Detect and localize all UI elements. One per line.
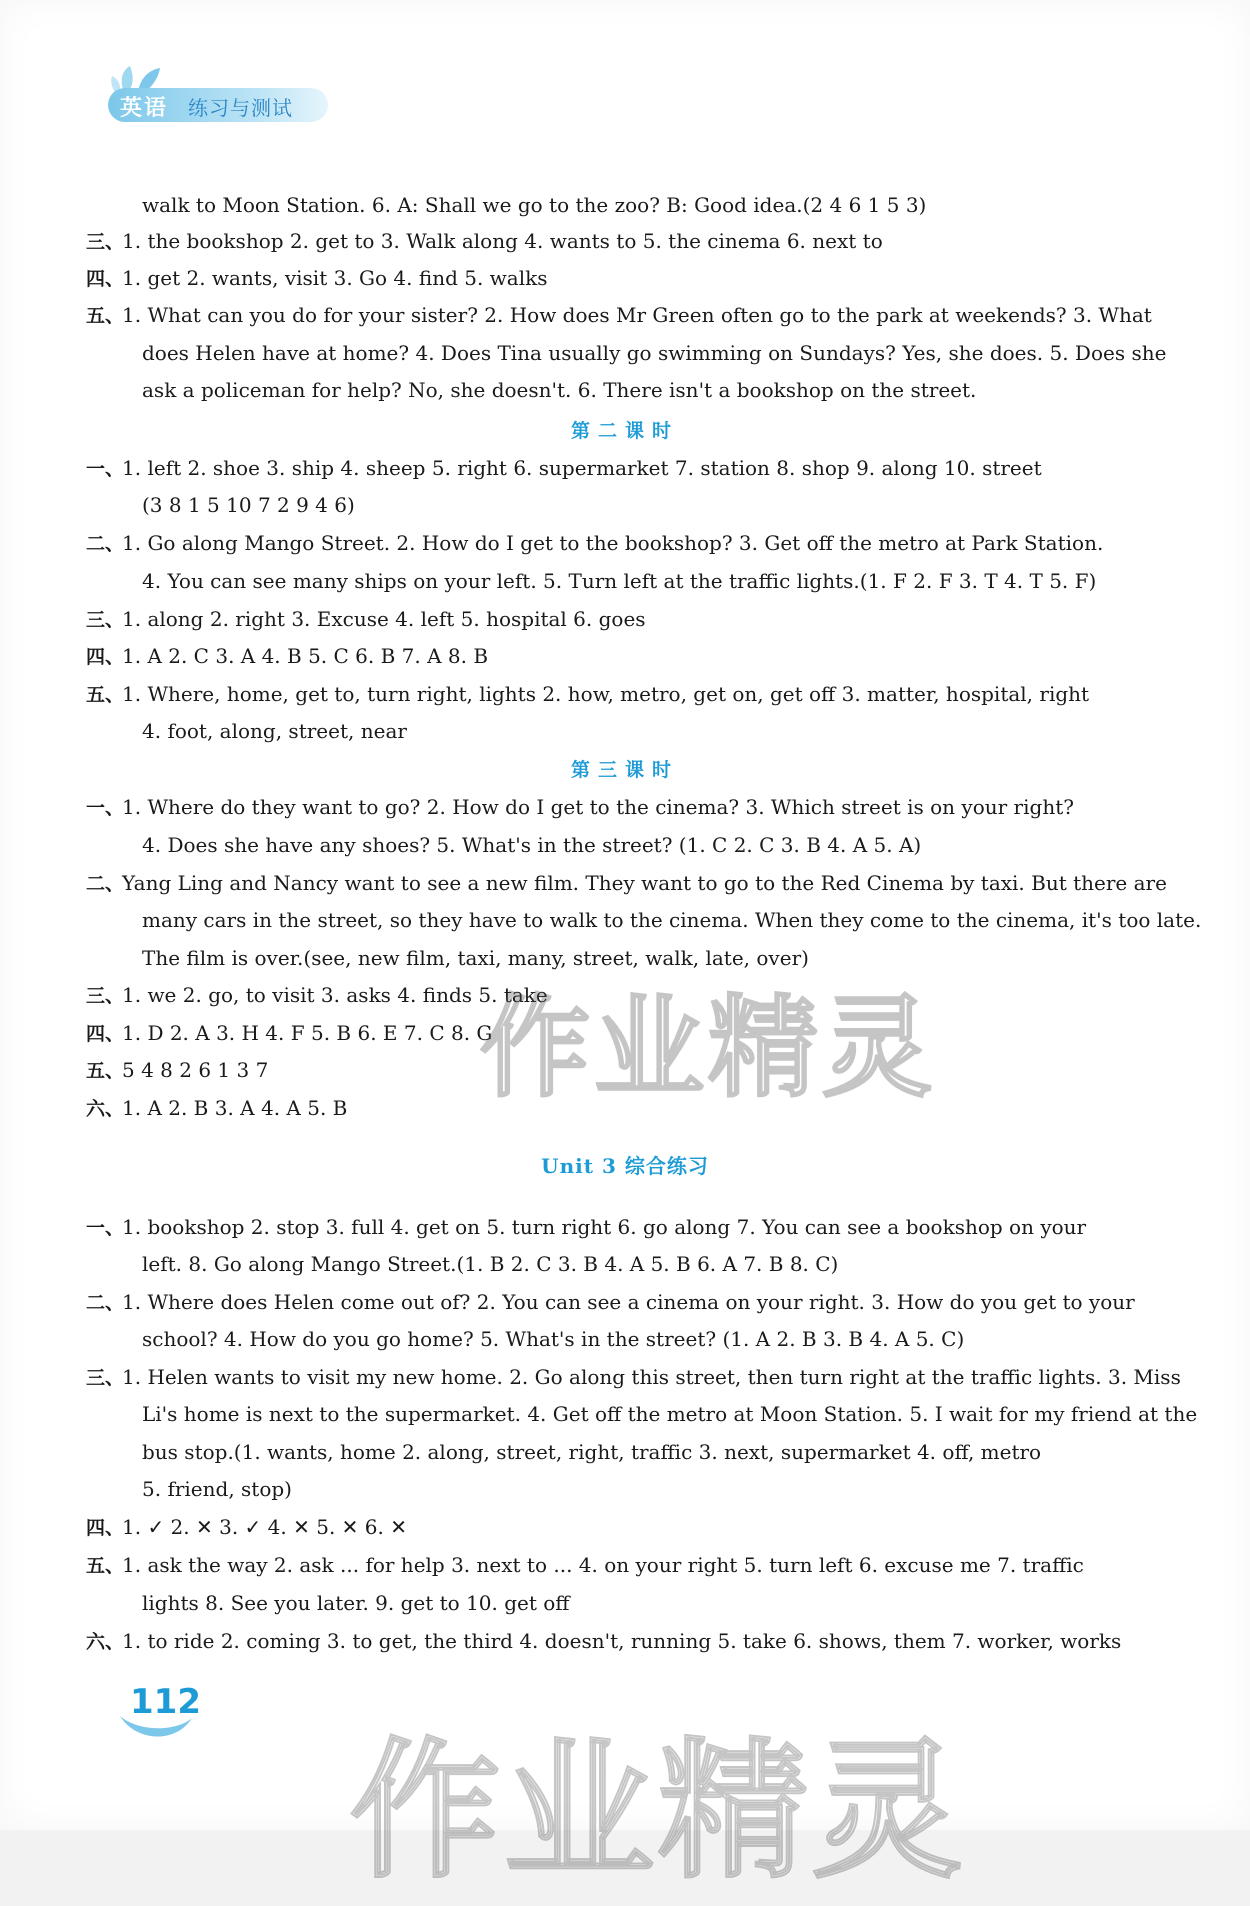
answer-line: 二、1. Where does Helen come out of? 2. You can see a cinema on your right. 3. How do you get to your — [122, 1287, 1145, 1318]
watermark: 作业精灵 — [480, 984, 936, 1112]
answer-line: school? 4. How do you go home? 5. What's in the street? (1. A 2. B 3. B 4. A 5. C) — [142, 1327, 965, 1351]
question-numeral: 六、 — [86, 1098, 125, 1120]
question-numeral: 二、 — [86, 533, 125, 555]
question-numeral: 三、 — [86, 231, 125, 253]
header-badge — [108, 62, 338, 130]
answer-line: ask a policeman for help? No, she doesn't. 6. There isn't a bookshop on the street. — [142, 378, 977, 402]
answer-line: 二、1. Go along Mango Street. 2. How do I get to the bookshop? 3. Get off the metro at Park Station. — [122, 528, 1145, 559]
watermark: 作业精灵 — [350, 1725, 967, 1899]
answer-line: 三、1. we 2. go, to visit 3. asks 4. finds 5. take — [122, 980, 1145, 1011]
answer-line: 五、1. What can you do for your sister? 2. How does Mr Green often go to the park at weekends? 3. What — [122, 300, 1145, 331]
question-numeral: 五、 — [86, 305, 125, 327]
question-numeral: 五、 — [86, 684, 125, 706]
answer-line: lights 8. See you later. 9. get to 10. get off — [142, 1591, 570, 1615]
answer-line: 六、1. to ride 2. coming 3. to get, the third 4. doesn't, running 5. take 6. shows, them 7. worker, works — [122, 1626, 1145, 1657]
answer-line: walk to Moon Station. 6. A: Shall we go to the zoo? B: Good idea.(2 4 6 1 5 3) — [142, 193, 927, 217]
answer-line: 二、Yang Ling and Nancy want to see a new film. They want to go to the Red Cinema by taxi. But there are — [122, 868, 1145, 899]
leaf-decoration-icon — [116, 1712, 196, 1748]
question-numeral: 三、 — [86, 985, 125, 1007]
section-title-lesson-3: 第三课时 — [570, 759, 679, 781]
answer-line: The film is over.(see, new film, taxi, many, street, walk, late, over) — [142, 946, 809, 970]
answer-line: 四、1. ✓ 2. ✕ 3. ✓ 4. ✕ 5. ✕ 6. ✕ — [122, 1512, 1145, 1543]
answer-line: 三、1. along 2. right 3. Excuse 4. left 5. hospital 6. goes — [122, 604, 1145, 635]
question-numeral: 一、 — [86, 797, 125, 819]
answer-line: 三、1. Helen wants to visit my new home. 2. Go along this street, then turn right at the traffic lights. 3. Miss — [122, 1362, 1145, 1393]
answer-line: 5. friend, stop) — [142, 1477, 292, 1501]
question-numeral: 四、 — [86, 646, 125, 668]
unit-title: Unit 3 综合练习 — [541, 1154, 709, 1178]
answer-line: (3 8 1 5 10 7 2 9 4 6) — [142, 493, 355, 517]
question-numeral: 一、 — [86, 458, 125, 480]
answer-line: left. 8. Go along Mango Street.(1. B 2. C 3. B 4. A 5. B 6. A 7. B 8. C) — [142, 1252, 839, 1276]
answer-line: 四、1. get 2. wants, visit 3. Go 4. find 5. walks — [122, 263, 1145, 294]
question-numeral: 四、 — [86, 1023, 125, 1045]
question-numeral: 四、 — [86, 1517, 125, 1539]
question-numeral: 六、 — [86, 1631, 125, 1653]
answer-line: 四、1. D 2. A 3. H 4. F 5. B 6. E 7. C 8. G — [122, 1018, 1145, 1049]
answer-line: 4. You can see many ships on your left. 5. Turn left at the traffic lights.(1. F 2. F 3. T 4. T 5. F) — [142, 569, 1097, 593]
answer-line: 三、1. the bookshop 2. get to 3. Walk along 4. wants to 5. the cinema 6. next to — [122, 226, 1145, 257]
answer-line: Li's home is next to the supermarket. 4. Get off the metro at Moon Station. 5. I wait for my friend at the — [142, 1402, 1198, 1426]
answer-line: 4. Does she have any shoes? 5. What's in the street? (1. C 2. C 3. B 4. A 5. A) — [142, 833, 922, 857]
answer-line: 四、1. A 2. C 3. A 4. B 5. C 6. B 7. A 8. B — [122, 641, 1145, 672]
answer-line: does Helen have at home? 4. Does Tina usually go swimming on Sundays? Yes, she does. 5. Does she — [142, 341, 1167, 365]
series-label: 练习与测试 — [188, 96, 293, 120]
answer-line: 五、1. Where, home, get to, turn right, lights 2. how, metro, get on, get off 3. matter, hospital, right — [122, 679, 1145, 710]
answer-line: 4. foot, along, street, near — [142, 719, 407, 743]
answer-line: 五、5 4 8 2 6 1 3 7 — [122, 1055, 1145, 1086]
question-numeral: 五、 — [86, 1060, 125, 1082]
subject-label: 英语 — [120, 96, 169, 121]
question-numeral: 三、 — [86, 1367, 125, 1389]
answer-line: 五、1. ask the way 2. ask ... for help 3. next to ... 4. on your right 5. turn left 6. excuse me 7. traffic — [122, 1550, 1145, 1581]
section-title-lesson-2: 第二课时 — [570, 420, 679, 442]
question-numeral: 二、 — [86, 873, 125, 895]
answer-line: many cars in the street, so they have to walk to the cinema. When they come to the cinema, it's too late. — [142, 908, 1202, 932]
question-numeral: 五、 — [86, 1555, 125, 1577]
question-numeral: 四、 — [86, 268, 125, 290]
question-numeral: 二、 — [86, 1292, 125, 1314]
answer-line: 六、1. A 2. B 3. A 4. A 5. B — [122, 1093, 1145, 1124]
answer-line: bus stop.(1. wants, home 2. along, street, right, traffic 3. next, supermarket 4. off, metro — [142, 1440, 1042, 1464]
answer-line: 一、1. left 2. shoe 3. ship 4. sheep 5. right 6. supermarket 7. station 8. shop 9. along 10. street — [122, 453, 1145, 484]
question-numeral: 一、 — [86, 1217, 125, 1239]
answer-line: 一、1. Where do they want to go? 2. How do I get to the cinema? 3. Which street is on your right? — [122, 792, 1145, 823]
answer-line: 一、1. bookshop 2. stop 3. full 4. get on 5. turn right 6. go along 7. You can see a bookshop on your — [122, 1212, 1145, 1243]
question-numeral: 三、 — [86, 609, 125, 631]
page-number: 112 — [130, 1682, 201, 1722]
